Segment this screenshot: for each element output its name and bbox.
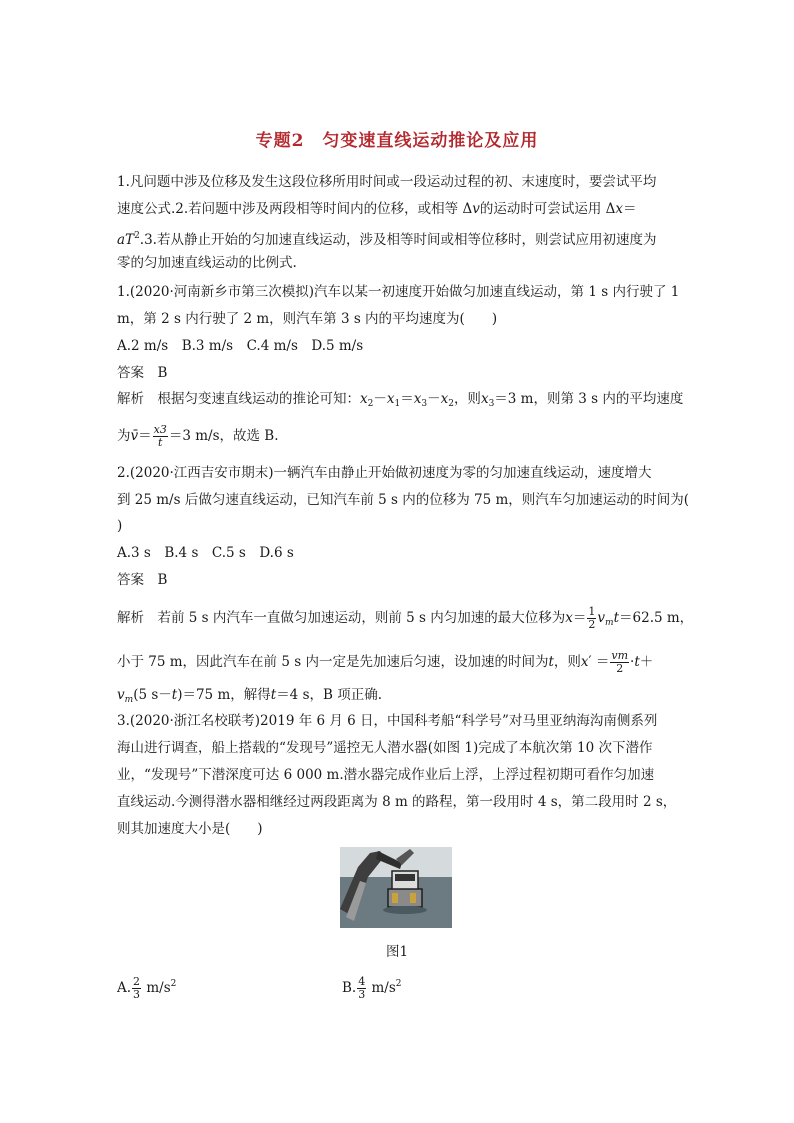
page-title: 专题2 匀变速直线运动推论及应用 <box>255 131 539 151</box>
q2-options: A.3 s B.4 s C.5 s D.6 s <box>117 545 294 561</box>
q3-option-b: B. $\frac{4}{3}$ $m/s^2$ <box>342 975 402 1001</box>
q1-stem-line-1: 1.(2020·河南新乡市第三次模拟)汽车以某一初速度开始做匀加速直线运动，第 1 s 内行驶了 1 <box>117 284 680 300</box>
q1-answer: 答案 B <box>117 365 168 381</box>
q3-stem-line-1: 3.(2020·浙江名校联考)2019 年 6 月 6 日，中国科考船“科学号”对马里亚纳海沟南侧系列 <box>117 713 658 729</box>
q2-stem-line-3: ) <box>117 518 123 534</box>
q3-option-a: A. $\frac{2}{3}$ $m/s^2$ <box>117 975 177 1001</box>
q3-option-a-fraction: $\frac{2}{3}$ <box>133 975 141 1001</box>
submersible-photo <box>340 847 452 928</box>
q1-options: A.2 m/s B.3 m/s C.4 m/s D.5 m/s <box>117 338 364 354</box>
intro-line-1: 1.凡问题中涉及位移及发生这段位移所用时间或一段运动过程的初、末速度时，要尝试平均 <box>117 174 657 190</box>
q1-analysis-line-1: 解析 根据匀变速直线运动的推论可知：$x_2-x_1=x_3-x_2$，则$x_3=3$ m，则第 3 s 内的平均速度 <box>117 391 684 409</box>
q3-option-b-fraction: $\frac{4}{3}$ <box>358 975 366 1001</box>
q2-stem-line-2: 到 25 m/s 后做匀速直线运动，已知汽车前 5 s 内的位移为 75 m，则汽车匀加速运动的时间为( <box>117 492 690 508</box>
intro-line-2: 速度公式.2.若问题中涉及两段相等时间内的位移，或相等 Δv的运动时可尝试运用 Δx＝ <box>117 201 637 217</box>
submersible-image <box>340 847 452 928</box>
q3-stem-line-3: 业，“发现号”下潜深度可达 6 000 m.潜水器完成作业后上浮，上浮过程初期可看作匀加速 <box>117 767 655 783</box>
intro-line-3: $aT^2.3$.若从静止开始的匀加速直线运动，涉及相等时间或相等位移时，则尝试应用初速度为 <box>117 231 657 248</box>
q2-analysis-line-1: 解析 若前 5 s 内汽车一直做匀加速运动，则前 5 s 内匀加速的最大位移为x＝ $\frac{1}{2}$ $v_mt=62.5$ m， <box>117 605 694 631</box>
intro-line-4: 零的匀加速直线运动的比例式. <box>117 255 297 271</box>
q3-stem-line-4: 直线运动.今测得潜水器相继经过两段距离为 8 m 的路程，第一段用时 4 s，第二段用时 2 s， <box>117 794 677 810</box>
figure-caption: 图1 <box>386 944 409 960</box>
q2-analysis-line-2: 小于 75 m，因此汽车在前 5 s 内一定是先加速后匀速，设加速的时间为t，则x′ ＝ $\frac{vm}{2}$ ·t＋ <box>117 649 654 675</box>
q1-stem-line-2: m，第 2 s 内行驶了 2 m，则汽车第 3 s 内的平均速度为( ) <box>117 311 498 327</box>
q2-stem-line-1: 2.(2020·江西吉安市期末)一辆汽车由静止开始做初速度为零的匀加速直线运动，速度增大 <box>117 465 652 481</box>
q1-fraction: $\frac{x3}{t}$ <box>153 423 167 449</box>
q3-stem-line-2: 海山进行调查，船上搭载的“发现号”遥控无人潜水器(如图 1)完成了本航次第 10 次下潜作 <box>117 740 653 756</box>
q1-analysis-line-2: 为v̄＝ $\frac{x3}{t}$ ＝3 m/s，故选 B. <box>117 423 279 449</box>
q3-stem-line-5: 则其加速度大小是( ) <box>117 821 263 837</box>
q2-analysis-line-3: $v_m(5$ s－t)＝75 m，解得t＝4 s，B 项正确. <box>117 687 382 705</box>
q2-half-fraction: $\frac{1}{2}$ <box>588 605 596 631</box>
q2-answer: 答案 B <box>117 572 168 588</box>
q2-vm-fraction: $\frac{vm}{2}$ <box>611 649 629 675</box>
